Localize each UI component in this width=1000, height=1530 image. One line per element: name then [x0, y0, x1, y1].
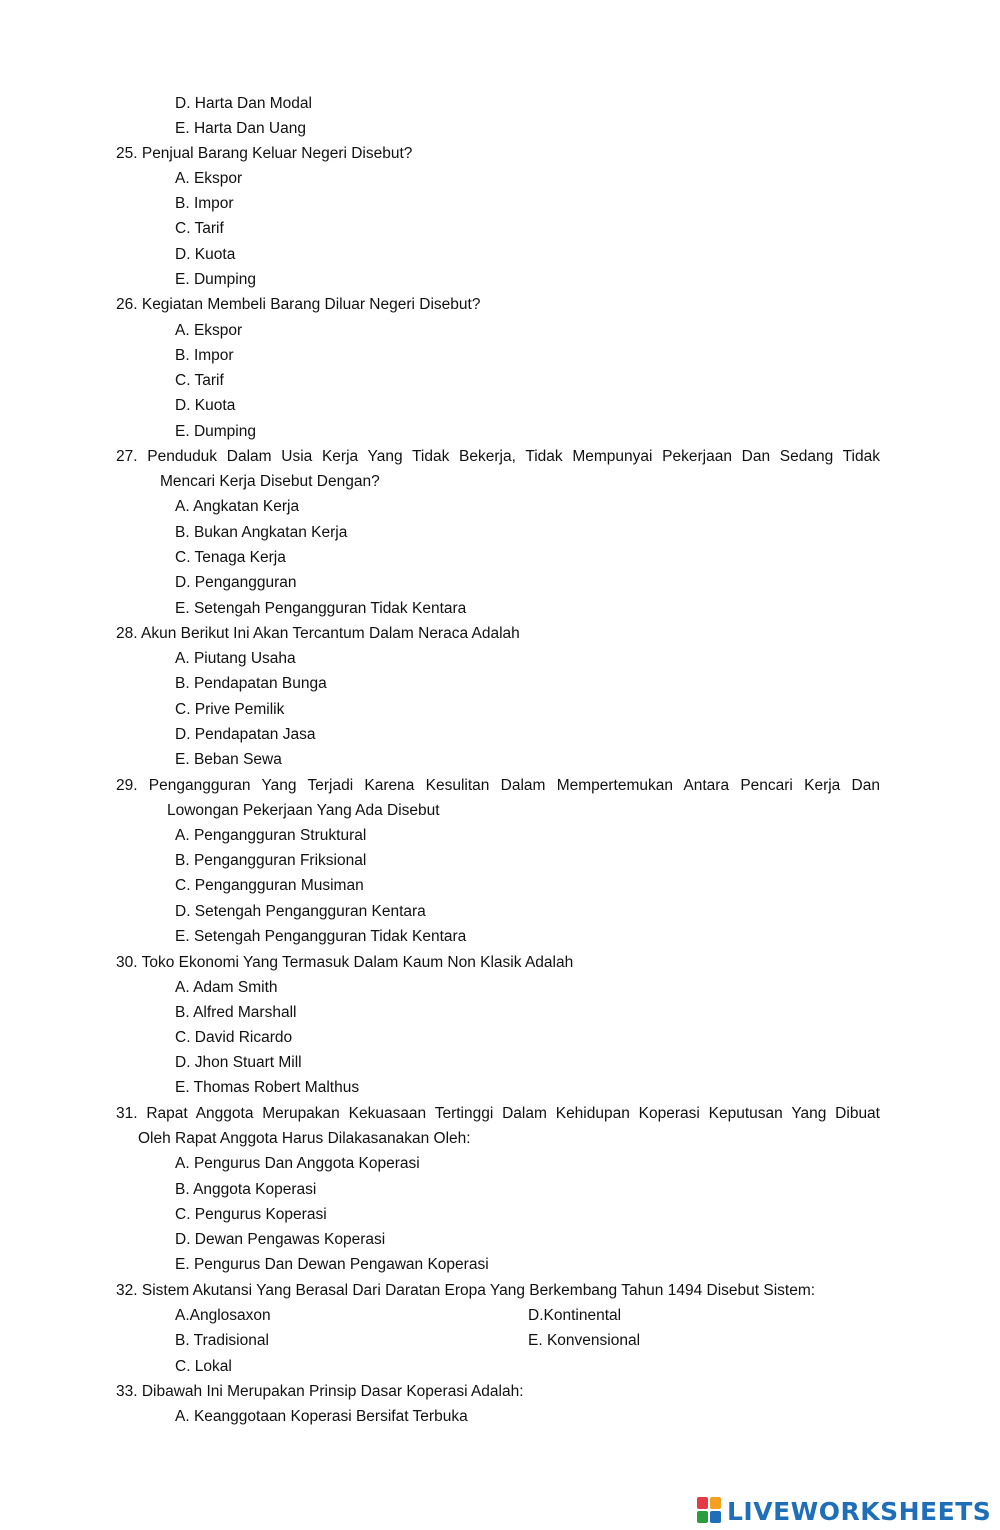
- answer-option: C. Prive Pemilik: [175, 701, 285, 718]
- answer-option: E. Setengah Pengangguran Tidak Kentara: [175, 600, 467, 617]
- question-31: 31. Rapat Anggota Merupakan Kekuasaan Tertinggi Dalam Kehidupan Koperasi Keputusan Yang Dibuat: [116, 1105, 880, 1122]
- answer-option: C. Pengangguran Musiman: [175, 877, 364, 894]
- answer-option: B. Tradisional: [175, 1332, 269, 1349]
- answer-option: B. Impor: [175, 195, 234, 212]
- answer-option: A.Anglosaxon: [175, 1307, 271, 1324]
- answer-option: E. Konvensional: [528, 1332, 641, 1349]
- answer-option: D. Dewan Pengawas Koperasi: [175, 1231, 386, 1248]
- answer-option: E. Setengah Pengangguran Tidak Kentara: [175, 928, 467, 945]
- answer-option: D.Kontinental: [528, 1307, 622, 1324]
- answer-option: A. Ekspor: [175, 322, 243, 339]
- question-26: 26. Kegiatan Membeli Barang Diluar Negeri Disebut?: [116, 296, 481, 313]
- answer-option: A. Piutang Usaha: [175, 650, 296, 667]
- answer-option: C. David Ricardo: [175, 1029, 293, 1046]
- liveworksheets-brand[interactable]: [697, 1494, 993, 1528]
- answer-option: D. Jhon Stuart Mill: [175, 1054, 302, 1071]
- question-27-continuation: Mencari Kerja Disebut Dengan?: [160, 473, 380, 490]
- answer-option: E. Thomas Robert Malthus: [175, 1079, 360, 1096]
- question-33: 33. Dibawah Ini Merupakan Prinsip Dasar Koperasi Adalah:: [116, 1383, 524, 1400]
- answer-option: B. Impor: [175, 347, 234, 364]
- answer-option: C. Tarif: [175, 372, 224, 389]
- answer-option: B. Alfred Marshall: [175, 1004, 297, 1021]
- answer-option: A. Angkatan Kerja: [175, 498, 300, 515]
- answer-option: E. Dumping: [175, 271, 256, 288]
- answer-option: A. Ekspor: [175, 170, 243, 187]
- question-29: 29. Pengangguran Yang Terjadi Karena Kesulitan Dalam Mempertemukan Antara Pencari Kerja Dan: [116, 777, 880, 794]
- answer-option: D. Kuota: [175, 246, 236, 263]
- answer-option: B. Anggota Koperasi: [175, 1181, 317, 1198]
- answer-option: C. Lokal: [175, 1358, 232, 1375]
- answer-option: B. Bukan Angkatan Kerja: [175, 524, 348, 541]
- question-27: 27. Penduduk Dalam Usia Kerja Yang Tidak Bekerja, Tidak Mempunyai Pekerjaan Dan Sedang Tidak: [116, 448, 880, 465]
- answer-option: B. Pendapatan Bunga: [175, 675, 327, 692]
- question-29-continuation: Lowongan Pekerjaan Yang Ada Disebut: [167, 802, 440, 819]
- answer-option: C. Tarif: [175, 220, 224, 237]
- question-25: 25. Penjual Barang Keluar Negeri Disebut?: [116, 145, 413, 162]
- answer-option: E. Harta Dan Uang: [175, 120, 306, 137]
- answer-option: D. Setengah Pengangguran Kentara: [175, 903, 426, 920]
- answer-option: C. Tenaga Kerja: [175, 549, 286, 566]
- answer-option: A. Pengurus Dan Anggota Koperasi: [175, 1155, 420, 1172]
- liveworksheets-logo-icon: [697, 1497, 723, 1525]
- answer-option: E. Beban Sewa: [175, 751, 282, 768]
- brand-name: LIVEWORKSHEETS: [727, 1496, 992, 1526]
- answer-option: B. Pengangguran Friksional: [175, 852, 367, 869]
- question-31-continuation: Oleh Rapat Anggota Harus Dilakasanakan Oleh:: [138, 1130, 471, 1147]
- answer-option: E. Dumping: [175, 423, 256, 440]
- answer-option: D. Harta Dan Modal: [175, 95, 312, 112]
- answer-option: D. Pendapatan Jasa: [175, 726, 316, 743]
- answer-option: C. Pengurus Koperasi: [175, 1206, 327, 1223]
- question-28: 28. Akun Berikut Ini Akan Tercantum Dalam Neraca Adalah: [116, 625, 520, 642]
- answer-option: E. Pengurus Dan Dewan Pengawan Koperasi: [175, 1256, 489, 1273]
- question-30: 30. Toko Ekonomi Yang Termasuk Dalam Kaum Non Klasik Adalah: [116, 954, 574, 971]
- answer-option: D. Kuota: [175, 397, 236, 414]
- question-32: 32. Sistem Akutansi Yang Berasal Dari Daratan Eropa Yang Berkembang Tahun 1494 Disebut Sistem:: [116, 1282, 816, 1299]
- answer-option: A. Pengangguran Struktural: [175, 827, 367, 844]
- answer-option: A. Keanggotaan Koperasi Bersifat Terbuka: [175, 1408, 468, 1425]
- answer-option: A. Adam Smith: [175, 979, 278, 996]
- answer-option: D. Pengangguran: [175, 574, 297, 591]
